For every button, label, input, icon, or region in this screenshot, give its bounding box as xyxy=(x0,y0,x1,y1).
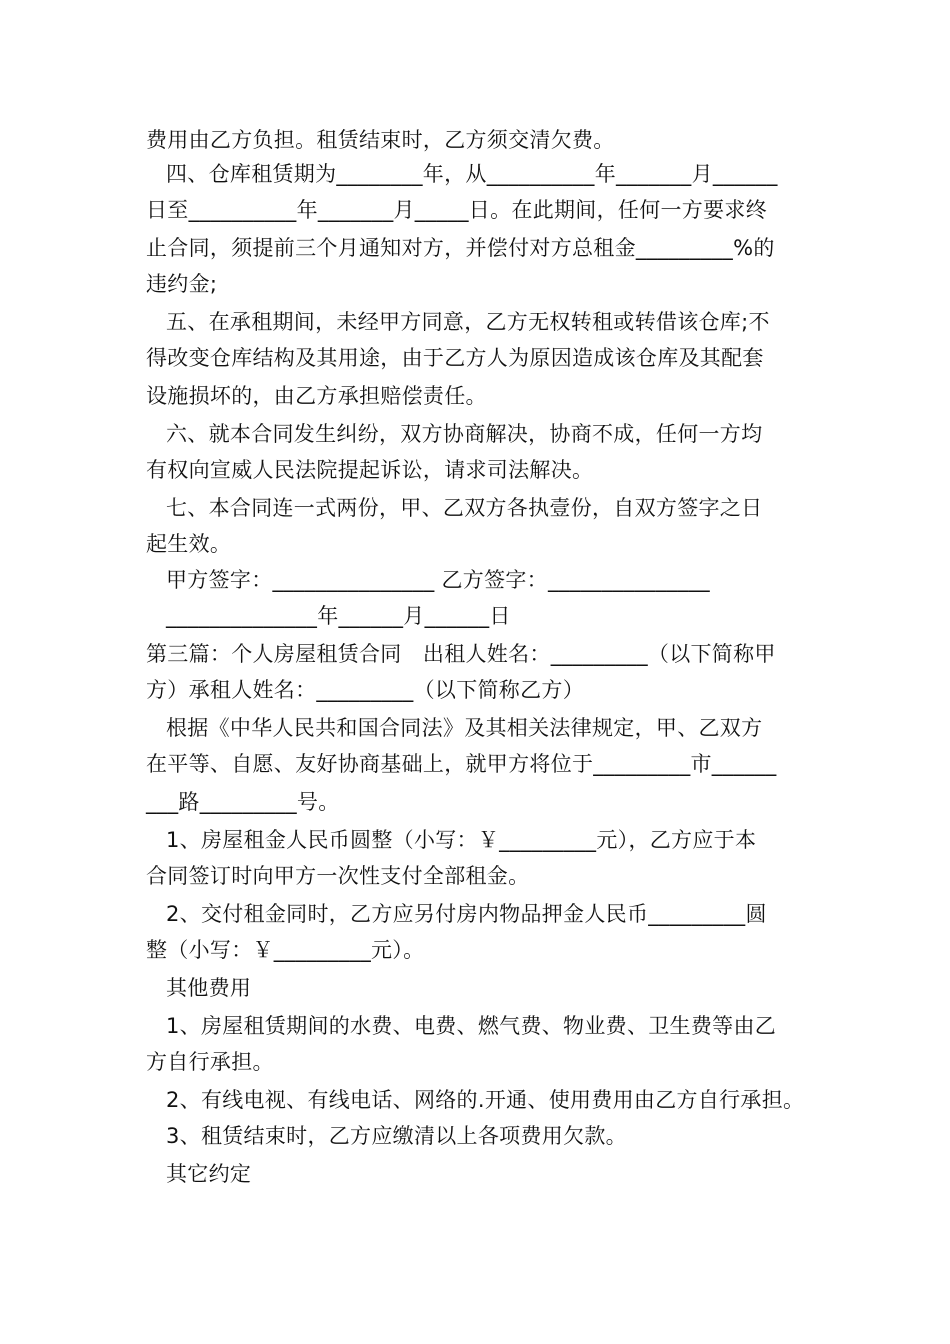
subheading-other-fees: 其他费用 xyxy=(166,976,252,1000)
fee-item-3: 3、租赁结束时，乙方应缴清以上各项费用欠款。 xyxy=(166,1124,627,1148)
text-line: 在平等、自愿、友好协商基础上，就甲方将位于_________市______ xyxy=(146,752,777,776)
text-line: 设施损坏的，由乙方承担赔偿责任。 xyxy=(146,384,487,408)
text-line: 费用由乙方负担。租赁结束时，乙方须交清欠费。 xyxy=(146,128,615,152)
preamble: 根据《中华人民共和国合同法》及其相关法律规定，甲、乙双方 xyxy=(166,716,763,740)
text-line: 日至__________年_______月_____日。在此期间，任何一方要求终 xyxy=(146,198,767,222)
clause-4: 四、仓库租赁期为________年，从__________年_______月______ xyxy=(166,162,778,186)
item-deposit: 2、交付租金同时，乙方应另付房内物品押金人民币_________圆 xyxy=(166,902,767,926)
fee-item-2: 2、有线电视、有线电话、网络的.开通、使用费用由乙方自行承担。 xyxy=(166,1088,805,1112)
subheading-other-terms: 其它约定 xyxy=(166,1162,252,1186)
text-line: 有权向宣威人民法院提起诉讼，请求司法解决。 xyxy=(146,458,594,482)
text-line: 方）承租人姓名：_________（以下简称乙方） xyxy=(146,678,584,702)
signature-line: 甲方签字：_______________ 乙方签字：_______________ xyxy=(166,568,710,592)
clause-7: 七、本合同连一式两份，甲、乙双方各执壹份，自双方签字之日 xyxy=(166,496,763,520)
text-line: 得改变仓库结构及其用途，由于乙方人为原因造成该仓库及其配套 xyxy=(146,346,764,370)
text-line: 合同签订时向甲方一次性支付全部租金。 xyxy=(146,864,530,888)
clause-6: 六、就本合同发生纠纷，双方协商解决，协商不成，任何一方均 xyxy=(166,422,763,446)
section-heading: 第三篇：个人房屋租赁合同 出租人姓名：_________（以下简称甲 xyxy=(146,642,776,666)
item-rent: 1、房屋租金人民币圆整（小写：￥_________元），乙方应于本 xyxy=(166,828,757,852)
text-line: ___路_________号。 xyxy=(146,790,340,814)
fee-item-1: 1、房屋租赁期间的水费、电费、燃气费、物业费、卫生费等由乙 xyxy=(166,1014,777,1038)
date-line: ______________年______月______日 xyxy=(166,604,511,628)
text-line: 方自行承担。 xyxy=(146,1050,274,1074)
clause-5: 五、在承租期间，未经甲方同意，乙方无权转租或转借该仓库;不 xyxy=(166,310,770,334)
text-line: 止合同，须提前三个月通知对方，并偿付对方总租金_________%的 xyxy=(146,236,775,260)
text-line: 违约金; xyxy=(146,272,218,296)
text-line: 起生效。 xyxy=(146,532,232,556)
text-line: 整（小写：￥_________元）。 xyxy=(146,938,425,962)
